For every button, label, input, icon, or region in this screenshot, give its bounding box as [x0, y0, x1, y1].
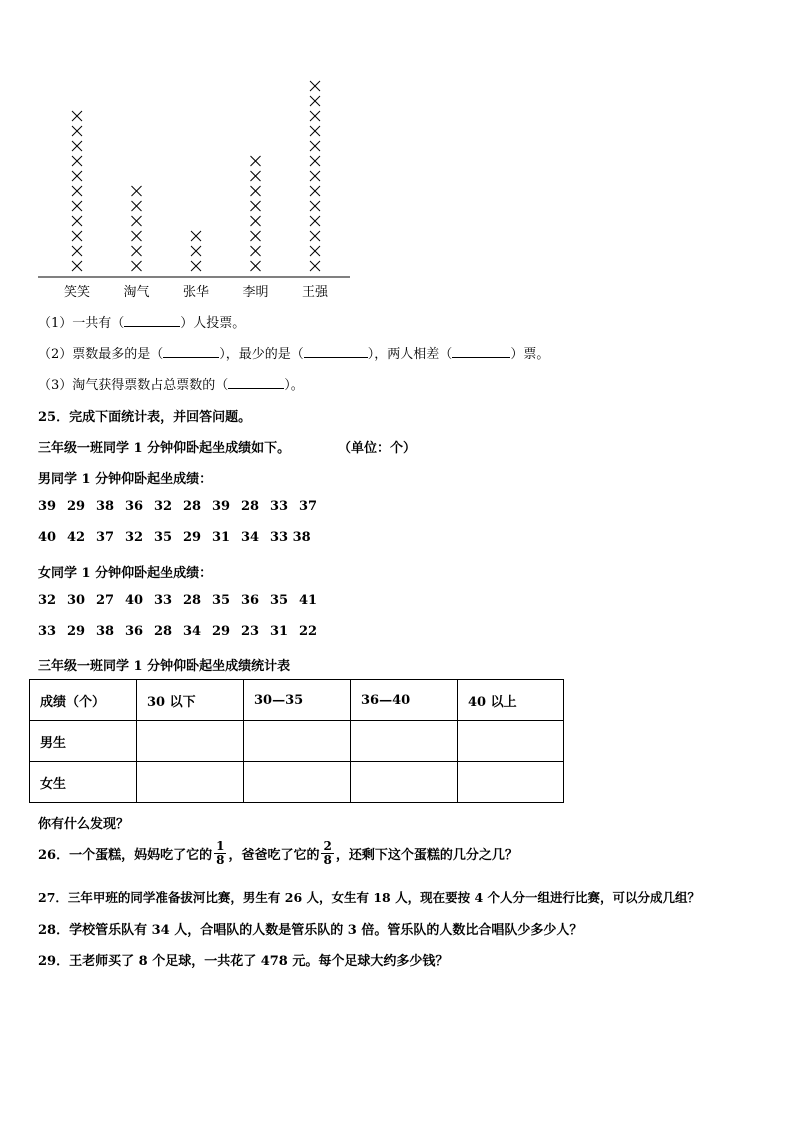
- boys-label: 男同学 1 分钟仰卧起坐成绩：: [38, 472, 213, 487]
- situp-stats-table: [29, 679, 564, 803]
- vote-mark: [251, 261, 261, 271]
- score-value: 39: [212, 499, 231, 514]
- q26-text-b: ，爸爸吃了它的: [228, 848, 320, 863]
- vote-mark: [310, 201, 320, 211]
- score-value: 37: [96, 530, 115, 545]
- vote-mark: [310, 246, 320, 256]
- score-value: 35: [212, 593, 231, 608]
- girls-scores-row-2: [38, 624, 328, 639]
- vote-mark: [191, 231, 201, 241]
- score-value: 28: [241, 499, 260, 514]
- table-header-cell: 40 以上: [458, 680, 564, 721]
- score-value: 37: [299, 499, 318, 514]
- table-row-boys: [30, 721, 564, 762]
- vote-mark: [72, 216, 82, 226]
- score-value: 39: [38, 499, 57, 514]
- vote-mark: [251, 246, 261, 256]
- vote-column: [72, 111, 82, 271]
- q26-text-c: ，还剩下这个蛋糕的几分之几？: [335, 848, 518, 863]
- score-value: 27: [96, 593, 115, 608]
- table-header-cell: 30—35: [244, 680, 351, 721]
- vote-mark: [310, 231, 320, 241]
- answer-blank-total[interactable]: [124, 314, 180, 327]
- q24-part1-text-a: （1）一共有（: [38, 316, 125, 331]
- score-value: 38: [96, 499, 115, 514]
- score-value: 33: [38, 624, 57, 639]
- vote-mark: [132, 231, 142, 241]
- girls-scores-row-1: [38, 593, 328, 608]
- q24-part2: [38, 343, 549, 362]
- table-title: 三年级一班同学 1 分钟仰卧起坐成绩统计表: [38, 659, 291, 674]
- fraction-denominator: 8: [216, 853, 225, 867]
- score-value: 33 38: [270, 530, 311, 545]
- q24-part3-text-a: （3）淘气获得票数占总票数的（: [38, 378, 229, 393]
- vote-mark: [310, 261, 320, 271]
- boys-scores-row-2: [38, 530, 316, 545]
- score-value: 32: [125, 530, 144, 545]
- score-value: 35: [270, 593, 289, 608]
- table-header-row: [30, 680, 564, 721]
- vote-mark: [132, 201, 142, 211]
- table-cell-input[interactable]: [351, 721, 458, 762]
- vote-mark: [251, 201, 261, 211]
- score-value: 28: [154, 624, 173, 639]
- score-value: 32: [38, 593, 57, 608]
- score-value: 34: [241, 530, 260, 545]
- q24-part1: [38, 312, 245, 331]
- vote-mark: [310, 141, 320, 151]
- vote-mark: [251, 156, 261, 166]
- q26: [38, 840, 518, 867]
- vote-mark: [310, 126, 320, 136]
- score-value: 38: [96, 624, 115, 639]
- row-label-boys: 男生: [30, 721, 137, 762]
- q24-part2-text-c: ），两人相差（: [367, 347, 453, 362]
- answer-blank-most[interactable]: [163, 345, 219, 358]
- vote-mark: [251, 186, 261, 196]
- fraction-one-eighth: [214, 840, 226, 867]
- q25-title: 25．完成下面统计表，并回答问题。: [38, 410, 252, 425]
- table-header-cell: 36—40: [351, 680, 458, 721]
- table-cell-input[interactable]: [137, 762, 244, 803]
- score-value: 32: [154, 499, 173, 514]
- vote-mark: [132, 186, 142, 196]
- vote-mark: [72, 126, 82, 136]
- vote-mark: [132, 261, 142, 271]
- q25-unit: （单位：个）: [338, 441, 417, 456]
- vote-column: [132, 186, 142, 271]
- table-header-cell: 30 以下: [137, 680, 244, 721]
- score-value: 29: [183, 530, 202, 545]
- vote-mark: [251, 216, 261, 226]
- answer-blank-least[interactable]: [304, 345, 368, 358]
- category-label: 淘气: [123, 285, 150, 300]
- vote-mark: [132, 246, 142, 256]
- vote-column: [191, 231, 201, 271]
- category-label: 笑笑: [63, 285, 91, 300]
- vote-column: [251, 156, 261, 271]
- category-label: 张华: [182, 285, 210, 300]
- vote-mark: [310, 171, 320, 181]
- score-value: 40: [125, 593, 144, 608]
- score-value: 35: [154, 530, 173, 545]
- score-value: 42: [67, 530, 86, 545]
- score-value: 28: [183, 499, 202, 514]
- table-cell-input[interactable]: [137, 721, 244, 762]
- q24-part1-text-b: ）人投票。: [180, 316, 246, 331]
- table-row-girls: [30, 762, 564, 803]
- score-value: 30: [67, 593, 86, 608]
- vote-mark: [310, 96, 320, 106]
- table-cell-input[interactable]: [244, 721, 351, 762]
- girls-label: 女同学 1 分钟仰卧起坐成绩：: [38, 566, 213, 581]
- score-value: 33: [154, 593, 173, 608]
- vote-mark: [72, 186, 82, 196]
- fraction-numerator: 2: [323, 839, 332, 853]
- vote-mark: [310, 81, 320, 91]
- score-value: 41: [299, 593, 318, 608]
- category-label: 李明: [242, 285, 269, 300]
- score-value: 36: [241, 593, 260, 608]
- score-value: 36: [125, 499, 144, 514]
- table-header-cell: 成绩（个）: [30, 680, 137, 721]
- fraction-denominator: 8: [323, 853, 332, 867]
- vote-mark: [72, 156, 82, 166]
- table-cell-input[interactable]: [244, 762, 351, 803]
- table-cell-input[interactable]: [458, 721, 564, 762]
- q24-part3-text-b: ）。: [284, 378, 304, 393]
- q28: 28．学校管乐队有 34 人，合唱队的人数是管乐队的 3 倍。管乐队的人数比合唱队少多少人？: [38, 923, 583, 938]
- fraction-two-eighths: [321, 840, 333, 867]
- vote-mark: [72, 261, 82, 271]
- score-value: 23: [241, 624, 260, 639]
- score-value: 36: [125, 624, 144, 639]
- vote-mark: [310, 156, 320, 166]
- vote-mark: [72, 246, 82, 256]
- score-value: 22: [299, 624, 318, 639]
- vote-mark: [72, 171, 82, 181]
- vote-mark: [251, 231, 261, 241]
- vote-mark: [72, 111, 82, 121]
- row-label-girls: 女生: [30, 762, 137, 803]
- vote-mark: [310, 186, 320, 196]
- boys-scores-row-1: [38, 499, 328, 514]
- score-value: 29: [212, 624, 231, 639]
- vote-mark: [310, 111, 320, 121]
- score-value: 40: [38, 530, 57, 545]
- score-value: 34: [183, 624, 202, 639]
- q24-part2-text-a: （2）票数最多的是（: [38, 347, 164, 362]
- q25-question: 你有什么发现？: [38, 817, 130, 832]
- answer-blank-difference[interactable]: [452, 345, 510, 358]
- q24-part2-text-b: ），最少的是（: [219, 347, 304, 362]
- table-cell-input[interactable]: [458, 762, 564, 803]
- vote-mark: [191, 246, 201, 256]
- score-value: 31: [270, 624, 289, 639]
- vote-mark: [72, 201, 82, 211]
- vote-mark: [191, 261, 201, 271]
- score-value: 31: [212, 530, 231, 545]
- q24-part3: [38, 374, 304, 393]
- score-value: 33: [270, 499, 289, 514]
- vote-mark: [72, 231, 82, 241]
- vote-mark: [72, 141, 82, 151]
- score-value: 29: [67, 499, 86, 514]
- vote-column: [310, 81, 320, 271]
- table-cell-input[interactable]: [351, 762, 458, 803]
- q26-text-a: 26．一个蛋糕，妈妈吃了它的: [38, 848, 213, 863]
- answer-blank-fraction[interactable]: [228, 376, 284, 389]
- vote-mark: [310, 216, 320, 226]
- score-value: 28: [183, 593, 202, 608]
- vote-pictograph: [30, 72, 360, 312]
- vote-mark: [132, 216, 142, 226]
- q29: 29．王老师买了 8 个足球，一共花了 478 元。每个足球大约多少钱？: [38, 954, 449, 969]
- q25-intro: 三年级一班同学 1 分钟仰卧起坐成绩如下。: [38, 441, 291, 456]
- fraction-numerator: 1: [216, 839, 225, 853]
- vote-mark: [251, 171, 261, 181]
- q27: 27．三年甲班的同学准备拔河比赛，男生有 26 人，女生有 18 人，现在要按 4 个人分一组进行比赛，可以分成几组？: [38, 890, 700, 905]
- score-value: 29: [67, 624, 86, 639]
- q24-part2-text-d: ）票。: [510, 347, 550, 362]
- category-label: 王强: [301, 285, 329, 300]
